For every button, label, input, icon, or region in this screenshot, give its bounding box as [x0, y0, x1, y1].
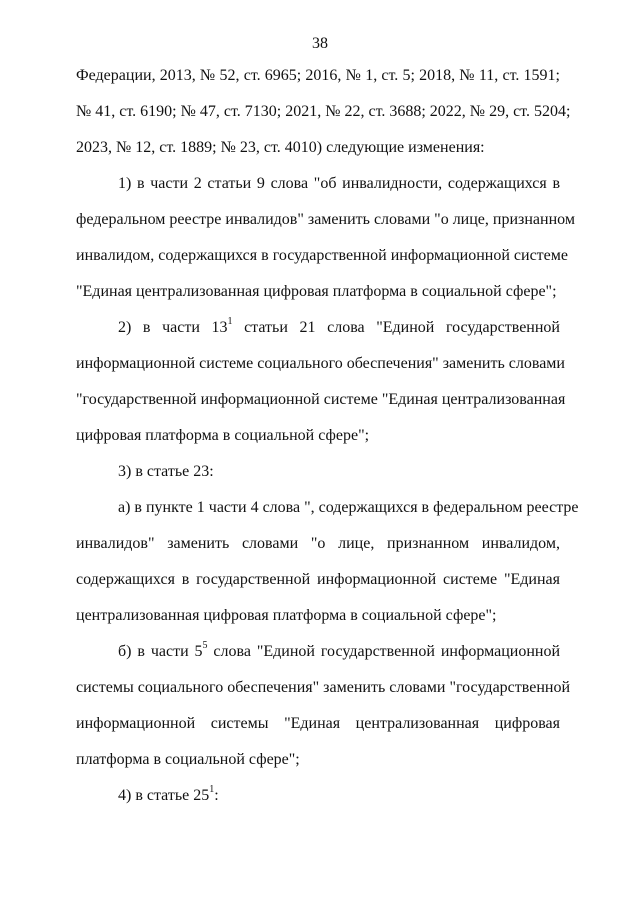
text-line: "государственной информационной системе "Единая централизованная	[76, 391, 566, 408]
text-line: содержащихся в государственной информационной системе "Единая	[76, 571, 560, 588]
superscript: 1	[227, 315, 233, 327]
text-line: 1) в части 2 статьи 9 слова "об инвалидности, содержащихся в	[118, 175, 560, 192]
text-line: а) в пункте 1 части 4 слова ", содержащихся в федеральном реестре	[118, 499, 579, 516]
page-number: 38	[312, 35, 328, 52]
text-line	[118, 639, 561, 662]
text-line: 3) в статье 23:	[118, 463, 214, 480]
text-line: централизованная цифровая платформа в социальной сфере";	[76, 607, 497, 624]
text-line: инвалидом, содержащихся в государственной информационной системе	[76, 247, 568, 264]
text-line: платформа в социальной сфере";	[76, 751, 300, 768]
text-segment: :	[214, 787, 219, 804]
text-line: "Единая централизованная цифровая платформа в социальной сфере";	[76, 283, 557, 300]
text-line: 2023, № 12, ст. 1889; № 23, ст. 4010) следующие изменения:	[76, 139, 485, 156]
text-segment: 4) в статье 25	[118, 787, 210, 804]
text-segment: статьи 21 слова "Единой государственной	[232, 319, 560, 336]
text-segment: 2) в части 13	[118, 319, 228, 336]
text-line: федеральном реестре инвалидов" заменить словами "о лице, признанном	[76, 211, 575, 228]
text-segment: б) в части 5	[118, 643, 203, 660]
text-line	[118, 783, 560, 806]
text-line: инвалидов" заменить словами "о лице, признанном инвалидом,	[76, 535, 560, 552]
text-line: № 41, ст. 6190; № 47, ст. 7130; 2021, № 22, ст. 3688; 2022, № 29, ст. 5204;	[76, 103, 571, 120]
text-line: системы социального обеспечения" заменить словами "государственной	[76, 679, 571, 696]
text-line: информационной системы "Единая централизованная цифровая	[76, 715, 560, 732]
text-line	[118, 315, 560, 338]
text-line: цифровая платформа в социальной сфере";	[76, 427, 370, 444]
text-segment: слова "Единой государственной информационной	[207, 643, 561, 660]
superscript: 1	[209, 783, 215, 795]
superscript: 5	[202, 639, 208, 651]
text-line: информационной системе социального обеспечения" заменить словами	[76, 355, 565, 372]
text-line: Федерации, 2013, № 52, ст. 6965; 2016, № 1, ст. 5; 2018, № 11, ст. 1591;	[76, 67, 560, 84]
